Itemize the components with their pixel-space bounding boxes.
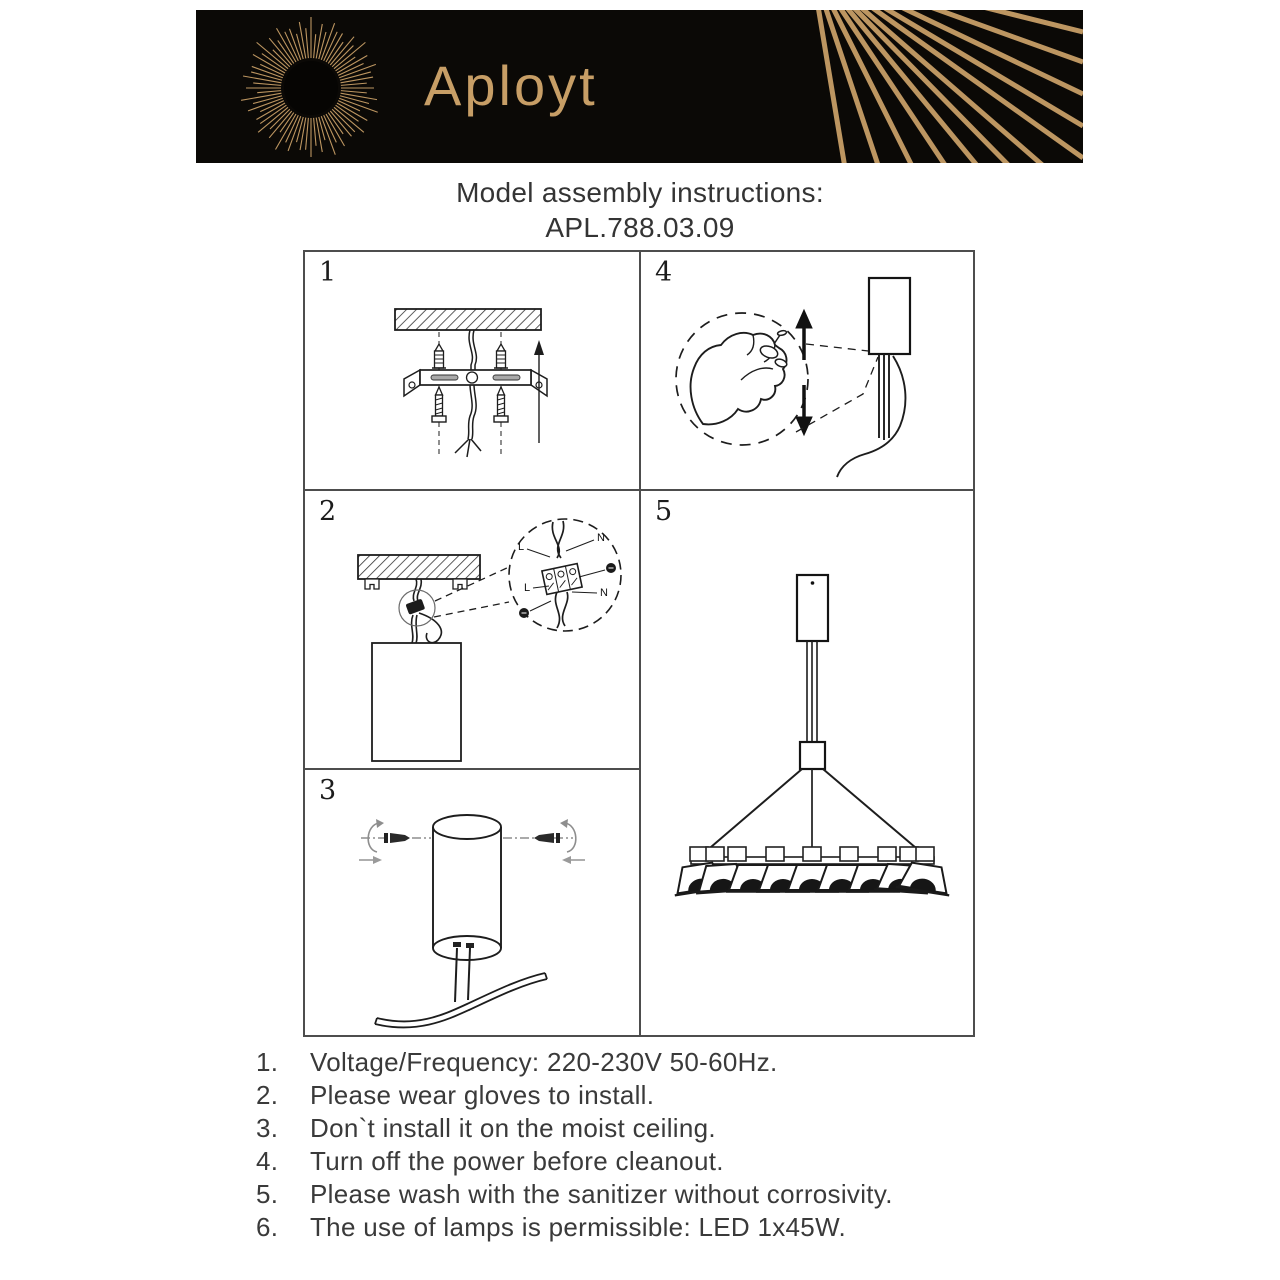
brand-name: Aployt — [424, 54, 598, 117]
brand-header — [196, 10, 1083, 163]
canopy-cylinder — [433, 815, 501, 960]
suspension-cables — [879, 354, 889, 440]
item-number: 3. — [256, 1113, 279, 1143]
neutral-label-top: N — [597, 532, 605, 544]
step-5-drawing — [641, 491, 973, 1035]
ray-fan-decoration — [783, 10, 1083, 163]
up-down-arrows — [796, 310, 812, 435]
sunburst-logo-icon — [236, 12, 386, 162]
list-item — [256, 1079, 1036, 1112]
step-2-drawing — [305, 491, 639, 768]
step-3-drawing — [305, 770, 639, 1035]
lamp-row — [671, 847, 954, 895]
item-text: Don`t install it on the moist ceiling. — [310, 1113, 716, 1143]
ceiling-hatch — [395, 309, 541, 330]
step-3-number: 3 — [319, 775, 337, 806]
canopy-dot — [811, 581, 815, 585]
fan-rays — [811, 10, 1083, 163]
list-item — [256, 1145, 1036, 1178]
step-4-panel — [641, 252, 973, 491]
left-screw — [359, 819, 410, 864]
suspension-cables — [807, 641, 817, 742]
step-4-number: 4 — [655, 257, 673, 288]
step-2-panel — [305, 491, 641, 770]
step-1-panel — [305, 252, 641, 491]
cable-junction — [800, 742, 825, 769]
step-1-drawing — [305, 252, 639, 489]
safety-notes-list — [256, 1046, 1036, 1244]
canopy-box — [869, 278, 910, 354]
support-wires — [697, 769, 929, 859]
item-number: 5. — [256, 1179, 279, 1209]
item-number: 2. — [256, 1080, 279, 1110]
item-number: 4. — [256, 1146, 279, 1176]
item-number: 1. — [256, 1047, 279, 1077]
title-block — [0, 175, 1280, 245]
item-text: Turn off the power before cleanout. — [310, 1146, 724, 1176]
item-text: Voltage/Frequency: 220-230V 50-60Hz. — [310, 1047, 778, 1077]
step-2-number: 2 — [319, 496, 337, 527]
ceiling-hatch — [358, 555, 480, 579]
right-screw — [534, 819, 585, 864]
item-text: Please wash with the sanitizer without corrosivity. — [310, 1179, 893, 1209]
mains-wire — [455, 330, 481, 457]
step-1-number: 1 — [319, 257, 337, 288]
live-label-mid: L — [524, 582, 531, 594]
assembly-steps-grid — [303, 250, 975, 1037]
neutral-label-mid: N — [600, 587, 608, 599]
item-number: 6. — [256, 1212, 279, 1242]
item-text: Please wear gloves to install. — [310, 1080, 655, 1110]
model-number: APL.788.03.09 — [545, 212, 735, 243]
canopy-box — [797, 575, 828, 641]
wire-connector — [405, 599, 425, 615]
fixture-body — [372, 643, 461, 761]
logo-center-disc — [284, 61, 338, 115]
list-item — [256, 1112, 1036, 1145]
step-5-number: 5 — [655, 496, 673, 527]
bottom-wires — [453, 942, 474, 1002]
live-label-top: L — [518, 541, 525, 553]
mounting-bracket — [404, 370, 547, 396]
step-3-panel — [305, 770, 641, 1035]
item-text: The use of lamps is permissible: LED 1x45W. — [310, 1212, 846, 1242]
step-4-drawing — [641, 252, 973, 489]
list-item — [256, 1046, 1036, 1079]
step-5-panel — [641, 491, 973, 1035]
list-item — [256, 1178, 1036, 1211]
list-item — [256, 1211, 1036, 1244]
supply-cable — [375, 973, 547, 1027]
page-title: Model assembly instructions: — [456, 177, 824, 208]
